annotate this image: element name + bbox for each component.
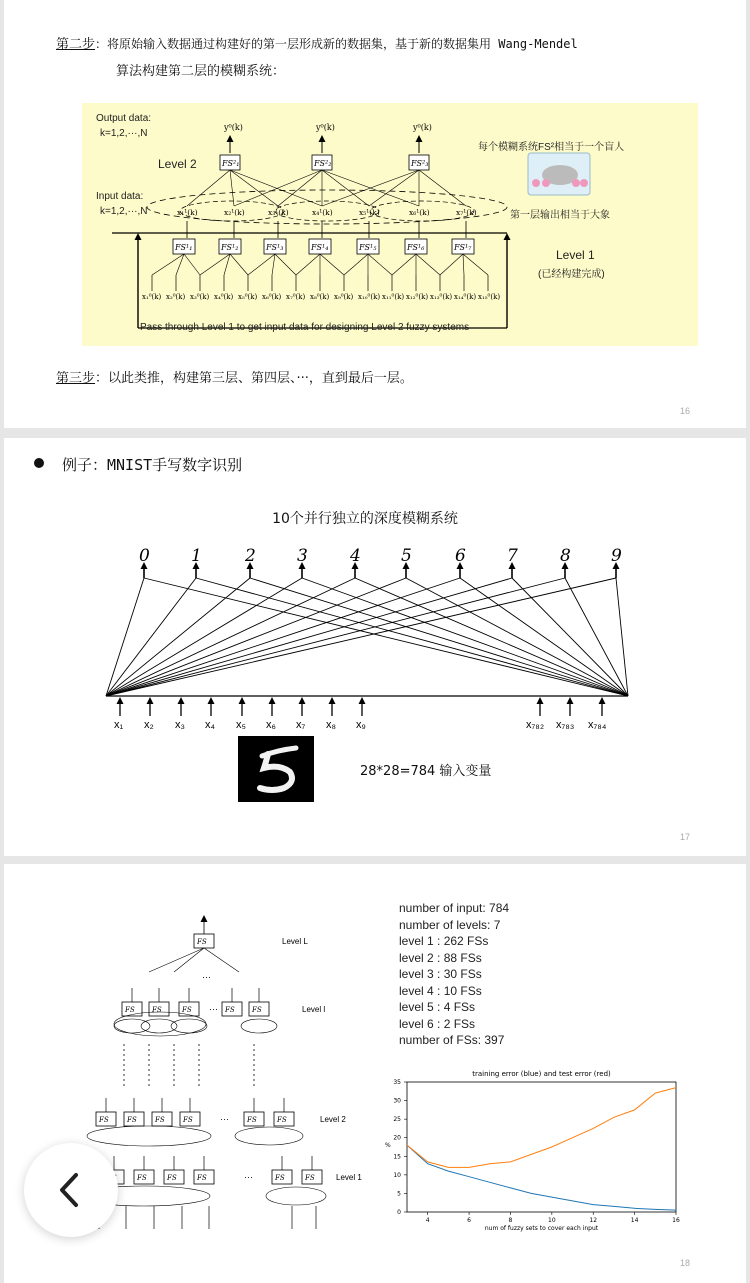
input-x-label: x₁₃⁰(k) xyxy=(430,293,453,301)
fs2-label: FS²₂ xyxy=(314,159,332,168)
step2-line2: 算法构建第二层的模糊系统： xyxy=(116,64,286,79)
level-L-label: Level L xyxy=(282,937,308,946)
level1-note: (已经构建完成) xyxy=(538,269,605,280)
level-2-fs-box-label: FS xyxy=(183,1116,193,1124)
input-ellipse xyxy=(147,190,507,224)
y-tick-label: 5 xyxy=(397,1190,401,1198)
input-arrow-head xyxy=(537,697,544,704)
fs2-input-line xyxy=(230,170,234,206)
mid-x-label: x₅¹(k) xyxy=(359,208,380,217)
input-x-label: x₁⁰(k) xyxy=(142,293,162,301)
input-label: x₇ xyxy=(296,719,306,731)
digit-label: 7 xyxy=(507,546,518,566)
input-x-label: x₁₂⁰(k) xyxy=(406,293,429,301)
fs2-label: FS²₃ xyxy=(411,159,429,168)
output-y-label: y⁰(k) xyxy=(316,123,335,132)
input-label: x₆ xyxy=(266,719,276,731)
apex-right-line xyxy=(355,578,628,696)
fs1-input-line xyxy=(320,254,344,275)
output-arrow-head xyxy=(227,135,234,142)
level-1-fs-box-label: FS xyxy=(305,1174,315,1182)
page-number: 17 xyxy=(679,832,690,842)
input-x-label: x₈⁰(k) xyxy=(310,293,330,301)
fs1-input-line xyxy=(463,254,464,275)
apex-left-line xyxy=(106,578,355,696)
y-tick-label: 15 xyxy=(393,1153,401,1161)
level-l-fs-box-label: FS xyxy=(252,1006,262,1014)
fs1-label: FS¹₁ xyxy=(175,243,193,252)
step3-label: 第三步 xyxy=(56,371,96,386)
x-tick-label: 6 xyxy=(467,1217,471,1224)
ellipsis: ··· xyxy=(209,1004,218,1014)
chart-title: training error (blue) and test error (red) xyxy=(472,1070,611,1078)
level-l-label: Level l xyxy=(302,1005,326,1014)
level-l-fs-box-label: FS xyxy=(152,1006,162,1014)
top-input-line xyxy=(149,948,204,972)
input-x-label: x₄⁰(k) xyxy=(214,293,234,301)
fs1-input-line xyxy=(230,254,248,275)
level-l-fs-box-label: FS xyxy=(225,1006,235,1014)
mid-x-label: x₇¹(k) xyxy=(456,208,477,217)
step2-label: 第二步 xyxy=(56,37,96,52)
input-x-label: x₃⁰(k) xyxy=(190,293,210,301)
fs1-input-line xyxy=(200,254,230,275)
level-1-fs-box-label: FS xyxy=(137,1174,147,1182)
fs1-label: FS¹₇ xyxy=(454,243,472,252)
person-shape xyxy=(542,179,550,187)
stat-line: level 2 : 88 FSs xyxy=(399,950,482,965)
fs1-input-line xyxy=(248,254,275,275)
digit-label: 3 xyxy=(297,546,308,566)
step3-text: ：以此类推，构建第三层、第四层、···，直到最后一层。 xyxy=(95,371,413,386)
fs1-input-line xyxy=(392,254,416,275)
mid-x-label: x₂¹(k) xyxy=(224,208,245,217)
apex-left-line xyxy=(106,578,144,696)
error-chart xyxy=(379,1064,679,1234)
level-2-fs-box-label: FS xyxy=(155,1116,165,1124)
input-x-label: x₁₁⁰(k) xyxy=(382,293,405,301)
y-tick-label: 25 xyxy=(393,1116,401,1124)
output-data-label: Output data: xyxy=(96,113,152,124)
level-2-fs-box-label: FS xyxy=(127,1116,137,1124)
diagram-caption: Pass through Level 1 to get input data for designing Level 2 fuzzy systems xyxy=(140,322,470,333)
back-button[interactable] xyxy=(24,1143,118,1237)
elephant-note: 第一层输出相当于大象 xyxy=(510,210,610,221)
fs1-label: FS¹₃ xyxy=(266,243,284,252)
fs2-input-line xyxy=(278,170,322,206)
level-l-fs-box-label: FS xyxy=(182,1006,192,1014)
apex-left-line xyxy=(106,578,512,696)
blind-men-note: 每个模糊系统FS²相当于一个盲人 xyxy=(478,142,625,153)
mid-x-label: x₄¹(k) xyxy=(312,208,333,217)
mnist-network-svg xyxy=(4,438,746,856)
x-tick-label: 4 xyxy=(425,1217,430,1224)
digit-label: 2 xyxy=(245,546,256,566)
fs2-input-line xyxy=(230,170,278,206)
output-y-label: y⁰(k) xyxy=(224,123,243,132)
step2-text: ：将原始输入数据通过构建好的第一层形成新的数据集，基于新的数据集用 Wang-Mendel xyxy=(95,37,578,51)
level2-diagram xyxy=(82,103,698,346)
input-label: x₄ xyxy=(205,719,215,731)
input-x-label: x₁₀⁰(k) xyxy=(358,293,381,301)
stat-line: level 5 : 4 FSs xyxy=(399,1000,476,1014)
level-2-fs-box-label: FS xyxy=(99,1116,109,1124)
fs1-input-line xyxy=(184,254,200,275)
stat-line: level 6 : 2 FSs xyxy=(399,1016,476,1031)
level-2-fs-box-label: FS xyxy=(247,1116,257,1124)
input-data-label: Input data: xyxy=(96,191,144,202)
x-tick-label: 10 xyxy=(548,1217,556,1224)
output-arrow-head xyxy=(416,135,423,142)
input-x-label: x₆⁰(k) xyxy=(262,293,282,301)
ellipsis: ··· xyxy=(244,1172,253,1182)
input-label: x₈ xyxy=(326,719,337,731)
apex-right-line xyxy=(616,578,628,696)
apex-left-line xyxy=(106,578,250,696)
stat-line: number of levels: 7 xyxy=(399,917,501,932)
level-2-fs-box-label: FS xyxy=(277,1116,287,1124)
fs1-label: FS¹₄ xyxy=(311,243,329,252)
fs1-input-line xyxy=(152,254,184,275)
mid-x-label: x₆¹(k) xyxy=(409,208,430,217)
ellipsis: ··· xyxy=(202,972,211,982)
input-arrow-head xyxy=(269,697,276,704)
left-loop-arrow-head xyxy=(135,233,142,240)
input-x-label: x₂⁰(k) xyxy=(166,293,186,301)
digit-five-image xyxy=(238,736,314,802)
output-k-label: k=1,2,···,N xyxy=(100,128,148,139)
person-shape xyxy=(532,179,540,187)
input-label: x₉ xyxy=(356,719,366,731)
input-x-label: x₁₄⁰(k) xyxy=(454,293,477,301)
input-x-label: x₁₅⁰(k) xyxy=(478,293,501,301)
level-1-fs-box-label: FS xyxy=(167,1174,177,1182)
fs1-label: FS¹₂ xyxy=(221,243,239,252)
level-l-ellipse xyxy=(171,1019,207,1033)
digit-label: 0 xyxy=(139,546,150,566)
digit-label: 9 xyxy=(611,546,622,566)
fs1-input-line xyxy=(272,254,275,275)
fs2-input-line xyxy=(322,170,369,206)
input-label: x₇₈₂ xyxy=(526,719,545,731)
x-tick-label: 16 xyxy=(672,1217,680,1224)
person-shape xyxy=(580,179,588,187)
y-tick-label: 35 xyxy=(393,1079,401,1086)
slide-title: 例子：MNIST手写数字识别 xyxy=(62,456,243,474)
fs1-input-line xyxy=(275,254,296,275)
level-l-ellipse xyxy=(241,1019,277,1033)
apex-right-line xyxy=(302,578,628,696)
level-2-ellipse xyxy=(235,1127,303,1145)
input-arrow-head xyxy=(299,697,306,704)
input-arrow-head xyxy=(599,697,606,704)
top-output-arrow-head xyxy=(201,915,208,922)
input-x-label: x₇⁰(k) xyxy=(286,293,306,301)
top-input-line xyxy=(204,948,239,972)
fs2-label: FS²₁ xyxy=(222,159,240,168)
input-label: x₇₈₃ xyxy=(556,719,575,731)
apex-left-line xyxy=(106,578,302,696)
input-arrow-head xyxy=(567,697,574,704)
digit-label: 4 xyxy=(350,546,361,566)
level-1-ellipse xyxy=(266,1187,326,1205)
input-arrow-head xyxy=(208,697,215,704)
fs1-input-line xyxy=(296,254,320,275)
y-tick-label: 30 xyxy=(393,1097,401,1105)
input-arrow-head xyxy=(147,697,154,704)
person-shape xyxy=(572,179,580,187)
level-l-fs-box-label: FS xyxy=(125,1006,135,1014)
digit-label: 1 xyxy=(191,546,202,566)
top-fs-box-label: FS xyxy=(197,938,207,946)
stat-line: level 3 : 30 FSs xyxy=(399,967,482,981)
mid-x-label: x₁¹(k) xyxy=(177,208,198,217)
step2-line1 xyxy=(56,32,578,57)
level-1-fs-box-label: FS xyxy=(275,1174,285,1182)
fs1-input-line xyxy=(463,254,488,275)
fs2-input-line xyxy=(419,170,466,206)
right-loop-arrow-head xyxy=(504,233,511,240)
apex-right-line xyxy=(144,578,628,696)
level1-label: Level 1 xyxy=(556,248,595,262)
fs1-input-line xyxy=(224,254,230,275)
fs1-input-line xyxy=(344,254,368,275)
apex-right-line xyxy=(196,578,628,696)
mid-x-label: x₃¹(k) xyxy=(268,208,289,217)
input-x-label: x₉⁰(k) xyxy=(334,293,354,301)
y-tick-label: 10 xyxy=(393,1171,401,1179)
x-tick-label: 8 xyxy=(508,1217,513,1224)
output-arrow-head xyxy=(319,135,326,142)
test-error-line xyxy=(407,1088,676,1168)
fs2-input-line xyxy=(187,170,230,206)
stat-line: number of FSs: 397 xyxy=(399,1033,505,1047)
input-arrow-head xyxy=(359,697,366,704)
slide-16 xyxy=(4,0,746,428)
mnist-digit-image xyxy=(238,736,314,802)
input-arrow-head xyxy=(178,697,185,704)
x-axis-label: num of fuzzy sets to cover each input xyxy=(484,1225,599,1232)
apex-left-line xyxy=(106,578,460,696)
fs1-input-line xyxy=(416,254,440,275)
fs1-input-line xyxy=(368,254,392,275)
output-y-label: y⁰(k) xyxy=(413,123,432,132)
page-number: 18 xyxy=(679,1258,690,1268)
fs2-input-line xyxy=(369,170,419,206)
input-label: x₅ xyxy=(236,719,246,731)
input-arrow-head xyxy=(239,697,246,704)
input-label: x₇₈₄ xyxy=(588,719,607,731)
input-count-formula: 28*28=784 输入变量 xyxy=(360,764,492,779)
input-k-label: k=1,2,···,N xyxy=(100,206,148,217)
chevron-left-icon[interactable] xyxy=(24,1143,118,1237)
level2-label: Level 2 xyxy=(158,157,197,171)
stat-line: level 4 : 10 FSs xyxy=(399,983,482,998)
digit-label: 6 xyxy=(455,546,466,566)
level-l-ellipse xyxy=(114,1019,150,1033)
stat-line: number of input: 784 xyxy=(399,901,510,915)
slide-17 xyxy=(4,438,746,856)
fs1-input-line xyxy=(176,254,184,275)
level-1-label: Level 1 xyxy=(336,1173,362,1182)
digit-label: 5 xyxy=(401,546,412,566)
network-stats xyxy=(399,900,509,1049)
apex-right-line xyxy=(460,578,628,696)
step3-line xyxy=(56,366,413,391)
x-tick-label: 14 xyxy=(630,1217,639,1224)
input-label: x₂ xyxy=(144,719,154,731)
top-input-line xyxy=(174,948,204,972)
network-subtitle: 10个并行独立的深度模糊系统 xyxy=(272,511,458,527)
y-tick-label: 0 xyxy=(397,1209,401,1216)
chart-frame xyxy=(407,1082,676,1212)
digit-label: 8 xyxy=(560,546,571,566)
blind-men-elephant-image xyxy=(528,153,590,195)
x-tick-label: 12 xyxy=(589,1217,598,1224)
level-1-fs-box-label: FS xyxy=(197,1174,207,1182)
input-x-label: x₅⁰(k) xyxy=(238,293,258,301)
input-label: x₁ xyxy=(114,719,124,731)
stat-line: level 1 : 262 FSs xyxy=(399,934,489,948)
apex-left-line xyxy=(106,578,565,696)
input-arrow-head xyxy=(329,697,336,704)
training-error-line xyxy=(407,1145,676,1210)
input-label: x₃ xyxy=(175,719,185,731)
ellipsis: ··· xyxy=(220,1114,229,1124)
level-l-ellipse xyxy=(141,1019,177,1033)
input-arrow-head xyxy=(117,697,124,704)
fs1-input-line xyxy=(440,254,463,275)
y-axis-label: % xyxy=(385,1142,391,1149)
page-number: 16 xyxy=(679,406,690,416)
y-tick-label: 20 xyxy=(393,1134,401,1142)
level-2-label: Level 2 xyxy=(320,1115,346,1124)
apex-right-line xyxy=(565,578,628,696)
fs1-label: FS¹₅ xyxy=(359,243,377,252)
fs1-label: FS¹₆ xyxy=(407,243,425,252)
